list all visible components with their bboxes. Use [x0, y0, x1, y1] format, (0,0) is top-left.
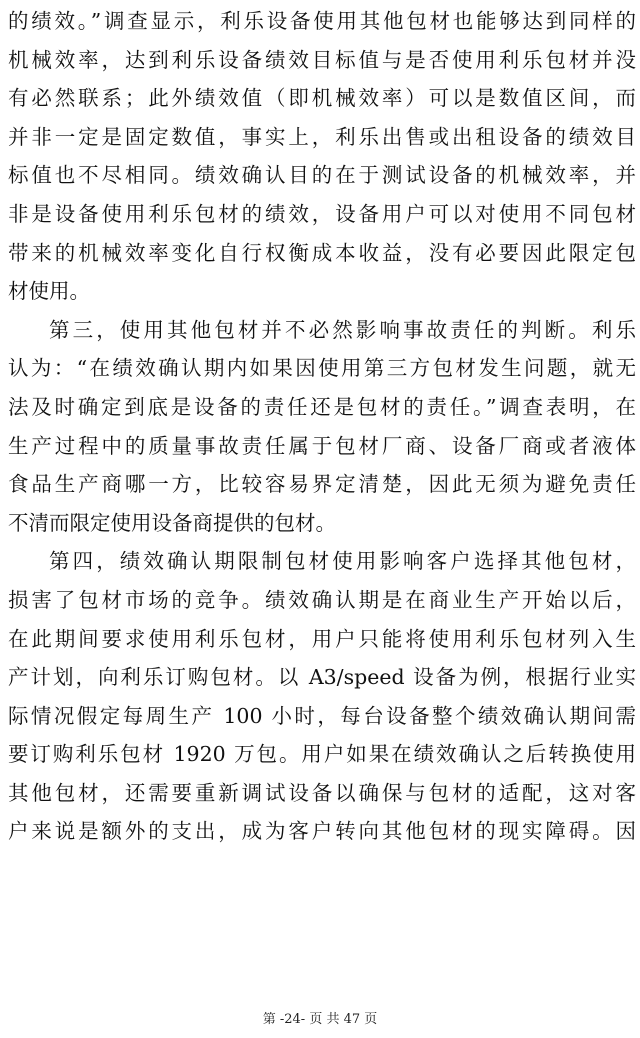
text-line: 损害了包材市场的竞争。绩效确认期是在商业生产开始以后，: [8, 587, 636, 612]
text-line: 产计划，向利乐订购包材。以 A3/speed 设备为例，根据行业实: [8, 665, 636, 690]
paragraph-start-line: 第三，使用其他包材并不必然影响事故责任的判断。利乐: [49, 317, 636, 342]
text-line: 标值也不尽相同。绩效确认目的在于测试设备的机械效率，并: [8, 163, 636, 188]
text-line: 其他包材，还需要重新调试设备以确保与包材的适配，这对客: [8, 780, 636, 805]
text-line: 要订购利乐包材 1920 万包。用户如果在绩效确认之后转换使用: [8, 742, 636, 767]
text-line: 在此期间要求使用利乐包材，用户只能将使用利乐包材列入生: [8, 626, 636, 651]
text-line: 户来说是额外的支出，成为客户转向其他包材的现实障碍。因: [8, 819, 636, 844]
text-line: 并非一定是固定数值，事实上，利乐出售或出租设备的绩效目: [8, 124, 636, 149]
paragraph-start-line: 第四，绩效确认期限制包材使用影响客户选择其他包材，: [49, 549, 636, 574]
text-line: 非是设备使用利乐包材的绩效，设备用户可以对使用不同包材: [8, 201, 636, 226]
text-line: 带来的机械效率变化自行权衡成本收益，没有必要因此限定包: [8, 240, 636, 265]
text-line: 不清而限定使用设备商提供的包材。: [8, 510, 336, 535]
text-line: 机械效率，达到利乐设备绩效目标值与是否使用利乐包材并没: [8, 47, 636, 72]
text-line: 生产过程中的质量事故责任属于包材厂商、设备厂商或者液体: [8, 433, 636, 458]
text-line: 法及时确定到底是设备的责任还是包材的责任。”调查表明，在: [8, 394, 636, 419]
text-line: 食品生产商哪一方，比较容易界定清楚，因此无须为避免责任: [8, 472, 636, 497]
body-text: [8, 2, 636, 851]
text-line: 际情况假定每周生产 100 小时，每台设备整个绩效确认期间需: [8, 703, 636, 728]
text-line: 有必然联系；此外绩效值（即机械效率）可以是数值区间，而: [8, 86, 636, 111]
text-line: 的绩效。”调查显示，利乐设备使用其他包材也能够达到同样的: [8, 9, 636, 33]
page-number-footer: 第 -24- 页 共 47 页: [262, 1012, 378, 1027]
text-line: 材使用。: [8, 279, 90, 304]
text-line: 认为：“在绩效确认期内如果因使用第三方包材发生问题，就无: [8, 356, 636, 381]
